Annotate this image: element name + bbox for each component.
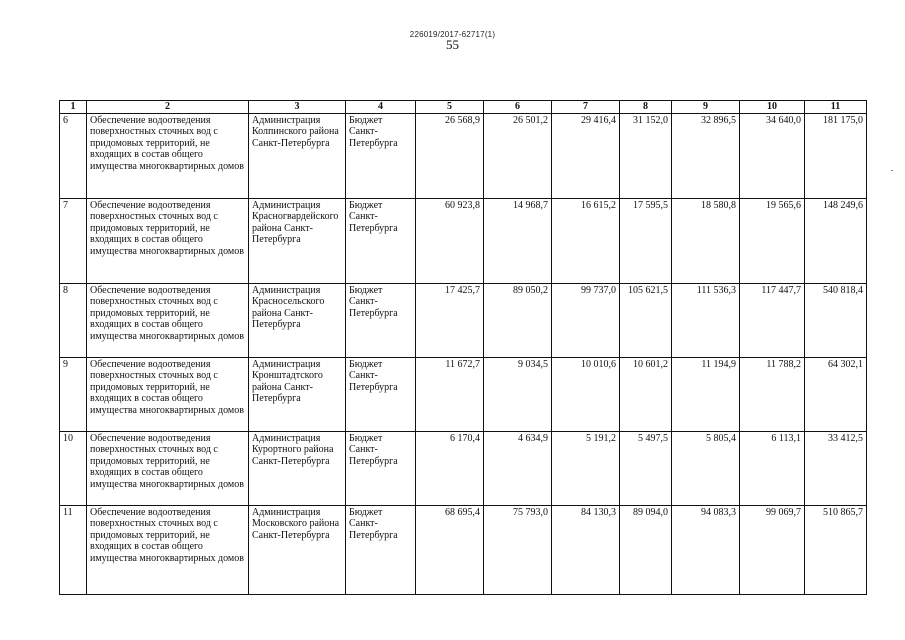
value-cell: 16 615,2 <box>552 198 620 283</box>
row-number: 10 <box>60 431 87 505</box>
value-cell: 11 788,2 <box>740 357 805 431</box>
value-cell: 18 580,8 <box>672 198 740 283</box>
row-number: 9 <box>60 357 87 431</box>
funding-source: Бюджет Санкт-Петербурга <box>346 198 416 283</box>
funding-source: Бюджет Санкт-Петербурга <box>346 357 416 431</box>
responsible-administration: Администрация Курортного района Санкт-Петербурга <box>249 431 346 505</box>
activity-description: Обеспечение водоотведения поверхностных сточных вод с придомовых территорий, не входящих в состав общего имущества многоквартирных домов <box>87 357 249 431</box>
column-header: 3 <box>249 101 346 114</box>
value-cell: 11 194,9 <box>672 357 740 431</box>
value-cell: 99 737,0 <box>552 283 620 357</box>
value-cell: 10 010,6 <box>552 357 620 431</box>
value-cell: 17 425,7 <box>416 283 484 357</box>
value-cell: 5 191,2 <box>552 431 620 505</box>
funding-source: Бюджет Санкт-Петербурга <box>346 113 416 198</box>
row-number: 7 <box>60 198 87 283</box>
value-cell: 6 170,4 <box>416 431 484 505</box>
total-cell: 33 412,5 <box>805 431 867 505</box>
value-cell: 11 672,7 <box>416 357 484 431</box>
funding-source: Бюджет Санкт-Петербурга <box>346 505 416 594</box>
value-cell: 105 621,5 <box>620 283 672 357</box>
value-cell: 75 793,0 <box>484 505 552 594</box>
value-cell: 26 568,9 <box>416 113 484 198</box>
value-cell: 89 050,2 <box>484 283 552 357</box>
value-cell: 117 447,7 <box>740 283 805 357</box>
value-cell: 19 565,6 <box>740 198 805 283</box>
responsible-administration: Администрация Красногвардейского района Санкт-Петербурга <box>249 198 346 283</box>
value-cell: 60 923,8 <box>416 198 484 283</box>
column-header: 1 <box>60 101 87 114</box>
activity-description: Обеспечение водоотведения поверхностных сточных вод с придомовых территорий, не входящих в состав общего имущества многоквартирных домов <box>87 431 249 505</box>
table-row <box>60 113 867 198</box>
activity-description: Обеспечение водоотведения поверхностных сточных вод с придомовых территорий, не входящих в состав общего имущества многоквартирных домов <box>87 198 249 283</box>
value-cell: 111 536,3 <box>672 283 740 357</box>
column-header: 11 <box>805 101 867 114</box>
value-cell: 32 896,5 <box>672 113 740 198</box>
activity-description: Обеспечение водоотведения поверхностных сточных вод с придомовых территорий, не входящих в состав общего имущества многоквартирных домов <box>87 505 249 594</box>
responsible-administration: Администрация Красносельского района Санкт-Петербурга <box>249 283 346 357</box>
total-cell: 540 818,4 <box>805 283 867 357</box>
row-number: 11 <box>60 505 87 594</box>
value-cell: 94 083,3 <box>672 505 740 594</box>
row-number: 6 <box>60 113 87 198</box>
page-number: 55 <box>446 37 459 52</box>
column-header: 2 <box>87 101 249 114</box>
value-cell: 84 130,3 <box>552 505 620 594</box>
value-cell: 89 094,0 <box>620 505 672 594</box>
column-header: 7 <box>552 101 620 114</box>
column-header: 6 <box>484 101 552 114</box>
responsible-administration: Администрация Колпинского района Санкт-Петербурга <box>249 113 346 198</box>
total-cell: 510 865,7 <box>805 505 867 594</box>
table-row <box>60 505 867 594</box>
scan-speck <box>891 170 893 171</box>
table-row <box>60 198 867 283</box>
value-cell: 14 968,7 <box>484 198 552 283</box>
column-header: 5 <box>416 101 484 114</box>
column-header: 10 <box>740 101 805 114</box>
value-cell: 34 640,0 <box>740 113 805 198</box>
value-cell: 5 805,4 <box>672 431 740 505</box>
table-row <box>60 357 867 431</box>
activity-description: Обеспечение водоотведения поверхностных сточных вод с придомовых территорий, не входящих в состав общего имущества многоквартирных домов <box>87 283 249 357</box>
value-cell: 29 416,4 <box>552 113 620 198</box>
activity-description: Обеспечение водоотведения поверхностных сточных вод с придомовых территорий, не входящих в состав общего имущества многоквартирных домов <box>87 113 249 198</box>
document-id: 226019/2017-62717(1) <box>409 30 496 39</box>
value-cell: 99 069,7 <box>740 505 805 594</box>
value-cell: 9 034,5 <box>484 357 552 431</box>
value-cell: 26 501,2 <box>484 113 552 198</box>
table-row <box>60 431 867 505</box>
responsible-administration: Администрация Московского района Санкт-Петербурга <box>249 505 346 594</box>
row-number: 8 <box>60 283 87 357</box>
total-cell: 64 302,1 <box>805 357 867 431</box>
value-cell: 6 113,1 <box>740 431 805 505</box>
table-row <box>60 283 867 357</box>
funding-source: Бюджет Санкт-Петербурга <box>346 283 416 357</box>
budget-table <box>59 100 867 595</box>
value-cell: 4 634,9 <box>484 431 552 505</box>
total-cell: 148 249,6 <box>805 198 867 283</box>
value-cell: 10 601,2 <box>620 357 672 431</box>
value-cell: 31 152,0 <box>620 113 672 198</box>
value-cell: 68 695,4 <box>416 505 484 594</box>
value-cell: 17 595,5 <box>620 198 672 283</box>
column-header: 8 <box>620 101 672 114</box>
column-header: 9 <box>672 101 740 114</box>
column-number-header-row <box>60 101 867 114</box>
column-header: 4 <box>346 101 416 114</box>
responsible-administration: Администрация Кронштадтского района Санкт-Петербурга <box>249 357 346 431</box>
funding-source: Бюджет Санкт-Петербурга <box>346 431 416 505</box>
total-cell: 181 175,0 <box>805 113 867 198</box>
value-cell: 5 497,5 <box>620 431 672 505</box>
